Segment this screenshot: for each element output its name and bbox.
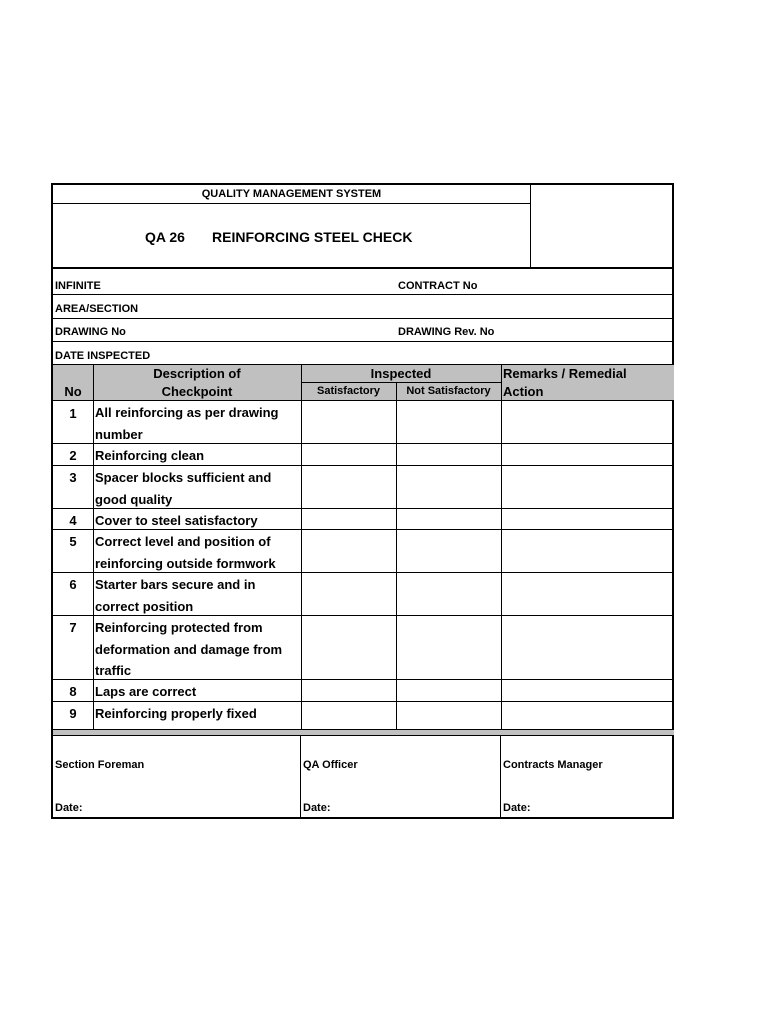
section-foreman-label: Section Foreman: [55, 759, 145, 771]
divider: [53, 318, 674, 319]
divider: [396, 382, 397, 730]
row-number: 2: [69, 448, 77, 463]
divider: [530, 185, 531, 267]
row-description: Starter bars secure and in correct position: [95, 577, 256, 614]
contract-no-label: CONTRACT No: [398, 280, 478, 292]
divider: [53, 508, 674, 509]
row-description: All reinforcing as per drawing number: [95, 405, 279, 442]
col-header-no: No: [64, 384, 82, 399]
divider: [53, 341, 674, 342]
divider: [53, 400, 674, 401]
col-header-remarks-line1: Remarks / Remedial: [503, 366, 627, 381]
col-header-description-line2: Checkpoint: [161, 384, 233, 399]
divider: [500, 735, 501, 819]
row-number: 4: [69, 513, 77, 528]
contracts-manager-label: Contracts Manager: [503, 759, 603, 771]
col-header-not-satisfactory: Not Satisfactory: [406, 385, 491, 397]
divider: [53, 572, 674, 573]
row-description: Correct level and position of reinforcing outside formwork: [95, 534, 276, 571]
row-number: 8: [69, 684, 77, 699]
project-label: INFINITE: [55, 280, 101, 292]
divider: [301, 382, 501, 383]
divider: [53, 679, 674, 680]
divider: [53, 735, 674, 736]
divider: [301, 365, 302, 730]
row-number: 6: [69, 577, 77, 592]
qa-officer-date-label: Date:: [303, 802, 331, 814]
foreman-date-label: Date:: [55, 802, 83, 814]
row-number: 9: [69, 706, 77, 721]
divider: [53, 267, 674, 269]
date-inspected-label: DATE INSPECTED: [55, 350, 151, 362]
row-description: Reinforcing clean: [95, 448, 205, 463]
divider: [53, 443, 674, 444]
divider: [501, 365, 502, 730]
divider: [53, 529, 674, 530]
row-description: Spacer blocks sufficient and good quality: [95, 470, 272, 507]
doc-code: QA 26: [145, 229, 185, 245]
row-number: 7: [69, 620, 77, 635]
qa-officer-label: QA Officer: [303, 759, 358, 771]
divider: [53, 465, 674, 466]
row-description: Reinforcing properly fixed: [95, 706, 257, 721]
drawing-no-label: DRAWING No: [55, 326, 126, 338]
contracts-manager-date-label: Date:: [503, 802, 531, 814]
row-description: Reinforcing protected from deformation and damage from traffic: [95, 620, 283, 678]
inspection-form: [51, 183, 674, 819]
divider: [93, 365, 94, 730]
doc-title: REINFORCING STEEL CHECK: [212, 229, 413, 245]
col-header-inspected: Inspected: [370, 366, 432, 381]
divider: [53, 294, 674, 295]
drawing-rev-label: DRAWING Rev. No: [398, 326, 495, 338]
col-header-satisfactory: Satisfactory: [317, 385, 380, 397]
col-header-description-line1: Description of: [153, 366, 241, 381]
divider: [53, 701, 674, 702]
system-title: QUALITY MANAGEMENT SYSTEM: [201, 188, 382, 200]
col-header-remarks-line2: Action: [503, 384, 544, 399]
row-number: 1: [69, 406, 77, 421]
row-description: Cover to steel satisfactory: [95, 513, 258, 528]
row-description: Laps are correct: [95, 684, 197, 699]
divider: [300, 735, 301, 819]
area-section-label: AREA/SECTION: [55, 303, 139, 315]
row-number: 3: [69, 470, 77, 485]
divider: [53, 203, 530, 204]
row-number: 5: [69, 534, 77, 549]
divider: [53, 615, 674, 616]
